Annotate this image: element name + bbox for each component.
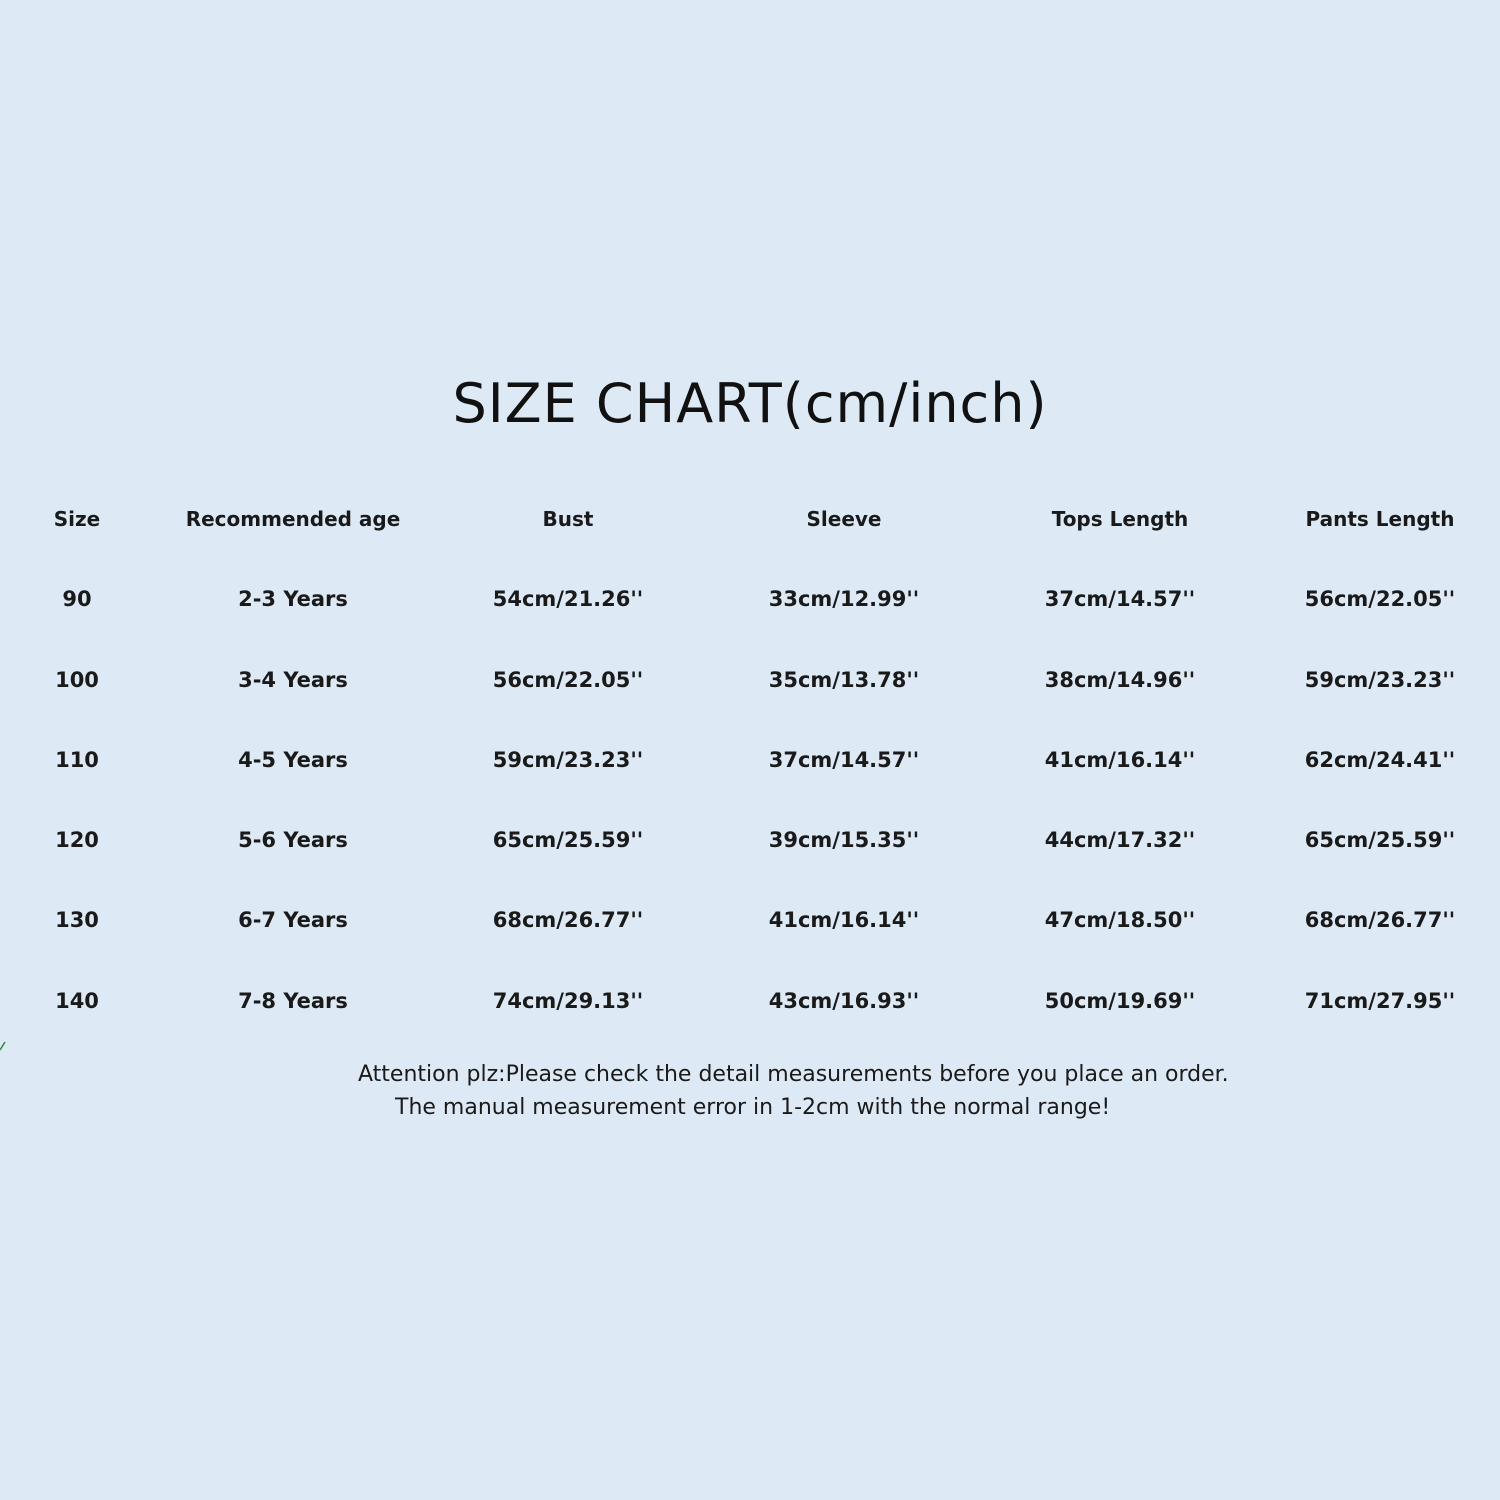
cell-bust: 74cm/29.13'' bbox=[492, 988, 644, 1013]
attention-note-line-2: The manual measurement error in 1-2cm with the normal range! bbox=[395, 1095, 1111, 1120]
attention-note-line-1: Attention plz:Please check the detail measurements before you place an order. bbox=[358, 1062, 1229, 1087]
table-row bbox=[0, 901, 1500, 981]
edge-mark-icon bbox=[0, 1040, 6, 1052]
size-chart-table bbox=[0, 500, 1500, 1062]
cell-age: 2-3 Years bbox=[238, 587, 348, 612]
cell-size: 100 bbox=[55, 667, 99, 692]
cell-size: 90 bbox=[62, 587, 92, 612]
cell-bust: 68cm/26.77'' bbox=[492, 908, 644, 933]
header-bust: Bust bbox=[542, 507, 594, 531]
table-row bbox=[0, 580, 1500, 660]
cell-bust: 65cm/25.59'' bbox=[492, 828, 644, 853]
table-row bbox=[0, 821, 1500, 901]
cell-tops-length: 37cm/14.57'' bbox=[1044, 587, 1196, 612]
cell-pants-length: 59cm/23.23'' bbox=[1304, 667, 1456, 692]
header-recommended-age: Recommended age bbox=[185, 507, 401, 531]
cell-sleeve: 37cm/14.57'' bbox=[768, 747, 920, 772]
header-sleeve: Sleeve bbox=[806, 507, 882, 531]
cell-age: 5-6 Years bbox=[238, 828, 348, 853]
cell-pants-length: 62cm/24.41'' bbox=[1304, 747, 1456, 772]
cell-age: 6-7 Years bbox=[238, 908, 348, 933]
cell-pants-length: 71cm/27.95'' bbox=[1304, 988, 1456, 1013]
cell-size: 120 bbox=[55, 828, 99, 853]
cell-sleeve: 41cm/16.14'' bbox=[768, 908, 920, 933]
cell-tops-length: 50cm/19.69'' bbox=[1044, 988, 1196, 1013]
cell-size: 130 bbox=[55, 908, 99, 933]
cell-sleeve: 39cm/15.35'' bbox=[768, 828, 920, 853]
cell-age: 4-5 Years bbox=[238, 747, 348, 772]
cell-size: 140 bbox=[55, 988, 99, 1013]
cell-pants-length: 68cm/26.77'' bbox=[1304, 908, 1456, 933]
cell-bust: 59cm/23.23'' bbox=[492, 747, 644, 772]
cell-tops-length: 38cm/14.96'' bbox=[1044, 667, 1196, 692]
cell-pants-length: 56cm/22.05'' bbox=[1304, 587, 1456, 612]
cell-size: 110 bbox=[55, 747, 99, 772]
cell-bust: 54cm/21.26'' bbox=[492, 587, 644, 612]
cell-tops-length: 47cm/18.50'' bbox=[1044, 908, 1196, 933]
cell-age: 3-4 Years bbox=[238, 667, 348, 692]
cell-sleeve: 35cm/13.78'' bbox=[768, 667, 920, 692]
cell-sleeve: 43cm/16.93'' bbox=[768, 988, 920, 1013]
table-row bbox=[0, 741, 1500, 821]
cell-pants-length: 65cm/25.59'' bbox=[1304, 828, 1456, 853]
cell-sleeve: 33cm/12.99'' bbox=[768, 587, 920, 612]
table-header-row bbox=[0, 500, 1500, 580]
header-tops-length: Tops Length bbox=[1051, 507, 1189, 531]
cell-tops-length: 41cm/16.14'' bbox=[1044, 747, 1196, 772]
header-size: Size bbox=[53, 507, 101, 531]
size-chart-title: SIZE CHART(cm/inch) bbox=[452, 372, 1048, 435]
table-row bbox=[0, 982, 1500, 1062]
cell-bust: 56cm/22.05'' bbox=[492, 667, 644, 692]
cell-tops-length: 44cm/17.32'' bbox=[1044, 828, 1196, 853]
cell-age: 7-8 Years bbox=[238, 988, 348, 1013]
table-row bbox=[0, 661, 1500, 741]
header-pants-length: Pants Length bbox=[1305, 507, 1455, 531]
